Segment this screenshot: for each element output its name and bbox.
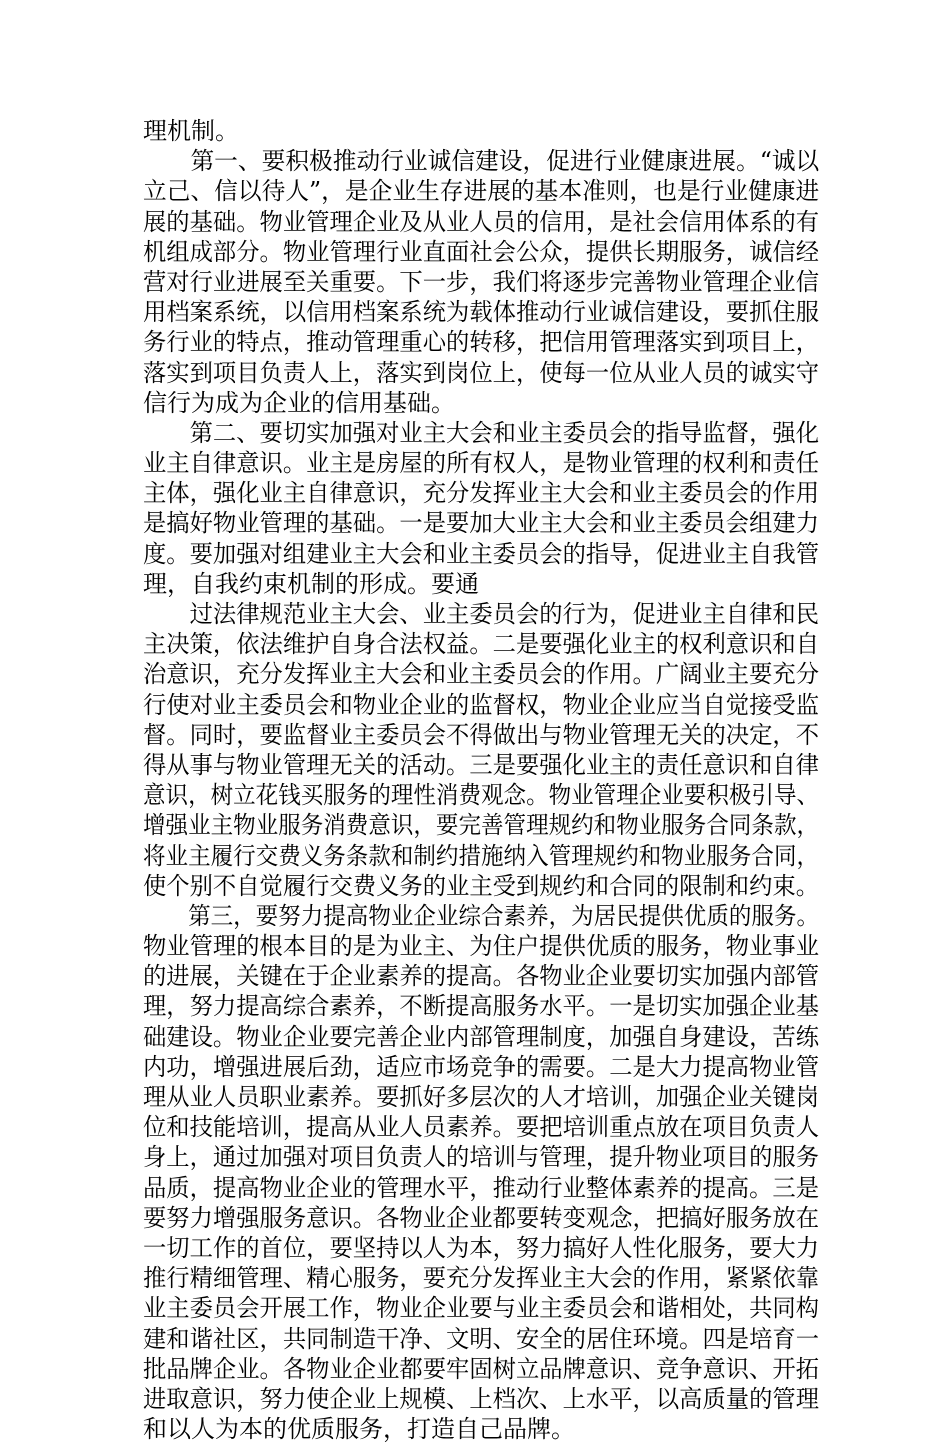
text-line: 使个别不自觉履行交费义务的业主受到规约和合同的限制和约束。 xyxy=(143,871,820,900)
text-line: 身上，通过加强对项目负责人的培训与管理，提升物业项目的服务 xyxy=(143,1143,820,1172)
text-line: 推行精细管理、精心服务，要充分发挥业主大会的作用，紧紧依靠 xyxy=(143,1264,820,1293)
body-text xyxy=(143,116,820,1444)
text-line: 进取意识，努力使企业上规模、上档次、上水平，以高质量的管理 xyxy=(143,1384,820,1413)
text-line: 础建设。物业企业要完善企业内部管理制度，加强自身建设，苦练 xyxy=(143,1022,820,1051)
text-line: 建和谐社区，共同制造干净、文明、安全的居住环境。四是培育一 xyxy=(143,1324,820,1353)
text-line: 位和技能培训，提高从业人员素养。要把培训重点放在项目负责人 xyxy=(143,1113,820,1142)
text-line: 督。同时，要监督业主委员会不得做出与物业管理无关的决定，不 xyxy=(143,720,820,749)
text-line: 第一、要积极推动行业诚信建设，促进行业健康进展。“诚以 xyxy=(143,147,820,176)
text-line: 将业主履行交费义务条款和制约措施纳入管理规约和物业服务合同， xyxy=(143,841,820,870)
text-line: 批品牌企业。各物业企业都要牢固树立品牌意识、竞争意识、开拓 xyxy=(143,1354,820,1383)
text-line: 一切工作的首位，要坚持以人为本，努力搞好人性化服务，要大力 xyxy=(143,1233,820,1262)
text-line: 增强业主物业服务消费意识，要完善管理规约和物业服务合同条款， xyxy=(143,811,820,840)
text-line: 落实到项目负责人上，落实到岗位上，使每一位从业人员的诚实守 xyxy=(143,358,820,387)
text-line: 得从事与物业管理无关的活动。三是要强化业主的责任意识和自律 xyxy=(143,750,820,779)
text-line: 理机制。 xyxy=(143,117,239,145)
text-line: 用档案系统，以信用档案系统为载体推动行业诚信建设，要抓住服 xyxy=(143,298,820,327)
text-line: 和以人为本的优质服务，打造自己品牌。 xyxy=(143,1415,575,1444)
text-line: 第三，要努力提高物业企业综合素养，为居民提供优质的服务。 xyxy=(143,901,820,930)
text-line: 机组成部分。物业管理行业直面社会公众，提供长期服务，诚信经 xyxy=(143,237,820,266)
text-line: 理，努力提高综合素养，不断提高服务水平。一是切实加强企业基 xyxy=(143,992,820,1021)
text-line: 展的基础。物业管理企业及从业人员的信用，是社会信用体系的有 xyxy=(143,207,820,236)
text-line: 主决策，依法维护自身合法权益。二是要强化业主的权利意识和自 xyxy=(143,630,820,659)
text-line: 业主自律意识。业主是房屋的所有权人，是物业管理的权利和责任 xyxy=(143,449,820,478)
text-line: 第二、要切实加强对业主大会和业主委员会的指导监督，强化 xyxy=(143,418,820,447)
text-line: 内功，增强进展后劲，适应市场竞争的需要。二是大力提高物业管 xyxy=(143,1052,820,1081)
text-line: 信行为成为企业的信用基础。 xyxy=(143,388,455,417)
text-line: 理从业人员职业素养。要抓好多层次的人才培训，加强企业关键岗 xyxy=(143,1083,820,1111)
text-line: 意识，树立花钱买服务的理性消费观念。物业管理企业要积极引导、 xyxy=(143,781,820,810)
text-line: 品质，提高物业企业的管理水平，推动行业整体素养的提高。三是 xyxy=(143,1173,820,1202)
text-line: 营对行业进展至关重要。下一步，我们将逐步完善物业管理企业信 xyxy=(143,267,820,296)
text-line: 行使对业主委员会和物业企业的监督权，物业企业应当自觉接受监 xyxy=(143,690,820,719)
text-line: 务行业的特点，推动管理重心的转移，把信用管理落实到项目上， xyxy=(143,328,820,357)
text-line: 过法律规范业主大会、业主委员会的行为，促进业主自律和民 xyxy=(143,600,820,628)
text-line: 的进展，关键在于企业素养的提高。各物业企业要切实加强内部管 xyxy=(143,962,820,991)
text-line: 业主委员会开展工作，物业企业要与业主委员会和谐相处，共同构 xyxy=(143,1294,820,1323)
text-line: 物业管理的根本目的是为业主、为住户提供优质的服务，物业事业 xyxy=(143,932,820,961)
text-line: 立己、信以待人”，是企业生存进展的基本准则，也是行业健康进 xyxy=(143,177,820,206)
text-line: 主体，强化业主自律意识，充分发挥业主大会和业主委员会的作用 xyxy=(143,479,820,508)
text-line: 要努力增强服务意识。各物业企业都要转变观念，把搞好服务放在 xyxy=(143,1203,820,1232)
text-line: 治意识，充分发挥业主大会和业主委员会的作用。广阔业主要充分 xyxy=(143,660,820,689)
text-line: 度。要加强对组建业主大会和业主委员会的指导，促进业主自我管 xyxy=(143,539,820,568)
text-line: 是搞好物业管理的基础。一是要加大业主大会和业主委员会组建力 xyxy=(143,509,820,538)
text-line: 理，自我约束机制的形成。要通 xyxy=(143,569,479,598)
